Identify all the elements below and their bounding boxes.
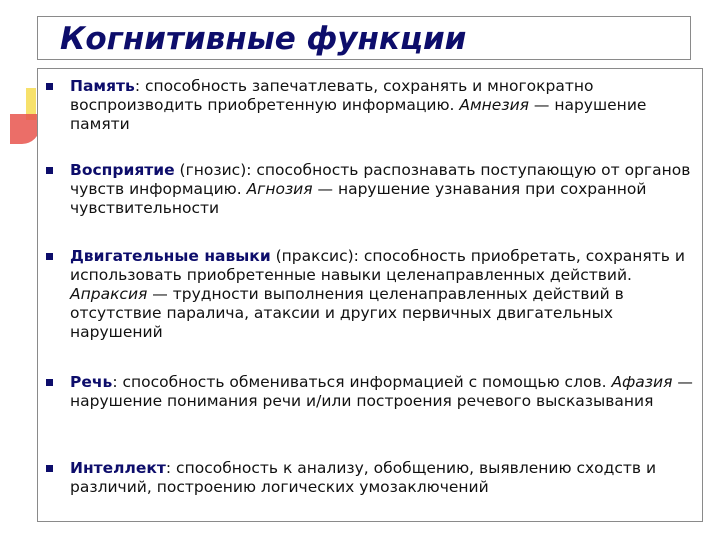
disorder-description: — трудности выполнения целенаправленных действий в отсутствие паралича, атаксии и других первичных двигательных нарушений — [70, 285, 624, 341]
disorder-name: Афазия — [611, 373, 673, 391]
term-description: : способность к анализу, обобщению, выявлению сходств и различий, построению логических умозаключений — [70, 459, 657, 496]
item-text — [70, 77, 698, 134]
term-description: (праксис): способность приобретать, сохранять и использовать приобретенные навыки целенаправленных действий. — [70, 247, 685, 284]
term: Речь — [70, 373, 113, 391]
term-description: (гнозис): способность распознавать поступающую от органов чувств информацию. — [70, 161, 691, 198]
disorder-description: — нарушение понимания речи и/или построения речевого высказывания — [70, 373, 693, 410]
disorder-name: Амнезия — [459, 96, 529, 114]
disorder-description: — нарушение узнавания при сохранной чувствительности — [70, 180, 647, 217]
term: Двигательные навыки — [70, 247, 271, 265]
item-text — [70, 373, 698, 411]
square-bullet-icon — [46, 167, 53, 174]
item-text — [70, 247, 698, 342]
content-box — [37, 68, 703, 522]
item-text — [70, 459, 698, 497]
decorative-red-shape — [10, 114, 40, 144]
square-bullet-icon — [46, 83, 53, 90]
disorder-name: Агнозия — [246, 180, 313, 198]
square-bullet-icon — [46, 465, 53, 472]
title-box — [37, 16, 691, 60]
square-bullet-icon — [46, 379, 53, 386]
disorder-name: Апраксия — [70, 285, 148, 303]
disorder-description: — нарушение памяти — [70, 96, 647, 133]
term: Интеллект — [70, 459, 166, 477]
term: Восприятие — [70, 161, 175, 179]
term-description: : способность запечатлевать, сохранять и многократно воспроизводить приобретенную информацию. — [70, 77, 594, 114]
item-text — [70, 161, 698, 218]
square-bullet-icon — [46, 253, 53, 260]
term: Память — [70, 77, 135, 95]
term-description: : способность обмениваться информацией с помощью слов. — [112, 373, 612, 391]
page-title: Когнитивные функции — [60, 21, 467, 57]
